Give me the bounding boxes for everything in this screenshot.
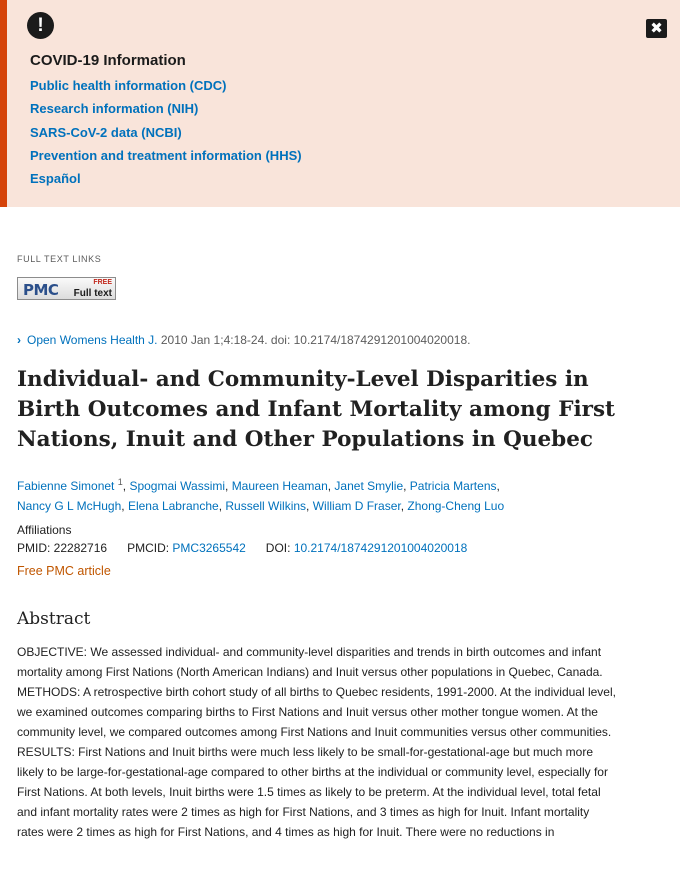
identifiers bbox=[17, 541, 467, 555]
author-link[interactable]: Fabienne Simonet bbox=[17, 479, 115, 493]
covid-banner bbox=[0, 0, 680, 207]
chevron-right-icon: › bbox=[17, 333, 21, 347]
author-link[interactable]: William D Fraser bbox=[312, 499, 401, 513]
abstract-heading: Abstract bbox=[17, 609, 91, 629]
pmc-free-tag: FREE bbox=[93, 279, 112, 286]
author-link[interactable]: Nancy G L McHugh bbox=[17, 499, 122, 513]
banner-title: COVID-19 Information bbox=[30, 52, 186, 69]
pmcid-link[interactable]: PMC3265542 bbox=[172, 541, 246, 555]
citation-line bbox=[17, 333, 470, 347]
link-ncbi[interactable]: SARS-CoV-2 data (NCBI) bbox=[30, 124, 182, 140]
link-cdc[interactable]: Public health information (CDC) bbox=[30, 78, 227, 93]
banner-links bbox=[30, 77, 302, 193]
doi-link[interactable]: 10.2174/1874291201004020018 bbox=[293, 541, 468, 555]
pmid-value: 22282716 bbox=[53, 541, 108, 555]
citation-details: 2010 Jan 1;4:18-24. doi: 10.2174/1874291201004020018. bbox=[157, 333, 471, 347]
affiliation-marker[interactable]: 1 bbox=[117, 477, 123, 487]
close-banner-button[interactable]: ✖ bbox=[646, 19, 667, 38]
free-pmc-article-badge: Free PMC article bbox=[17, 564, 111, 578]
banner-accent-bar bbox=[0, 0, 7, 207]
link-espanol[interactable]: Español bbox=[30, 171, 81, 187]
abstract-text: OBJECTIVE: We assessed individual- and community-level disparities and trends in birth outcomes and infant mortality among First Nations (North American Indians) and Inuit versus other populations in Quebec, Canada. METHODS: A retrospective birth cohort study of all births to Quebec residents, 1991-2000. At the individual level, we examined outcomes comparing births to First Nations and Inuit versus other mother tongue women. At the community level, we compared outcomes among First Nations and Inuit communities versus other communities. RESULTS: First Nations and Inuit births were much less likely to be small-for-gestational-age but much more likely to be large-for-gestational-age compared to other births at the individual or community level, especially for First Nations. At both levels, Inuit births were 1.5 times as likely to be preterm. At the individual level, total fetal and infant mortality rates were 2 times as high for First Nations, and 3 times as high for Inuit. Infant mortality rates were 2 times as high for First Nations, and 4 times as high for Inuit. There were no reductions in bbox=[17, 645, 616, 839]
pmcid-label: PMCID: bbox=[127, 541, 173, 555]
author-link[interactable]: Patricia Martens bbox=[409, 479, 497, 493]
link-hhs[interactable]: Prevention and treatment information (HHS) bbox=[30, 147, 302, 163]
article-title: Individual- and Community-Level Disparities in Birth Outcomes and Infant Mortality among First Nations, Inuit and Other Populations in Quebec bbox=[17, 367, 615, 452]
pmc-full-text-label: Full text bbox=[73, 288, 112, 299]
author-link[interactable]: Janet Smylie bbox=[334, 479, 404, 493]
alert-icon: ! bbox=[27, 12, 54, 39]
author-list: Fabienne Simonet $^1$, Spogmai Wassimi, Maureen Heaman, Janet Smylie, Patricia Martens, Nancy G L McHugh, Elena Labranche, Russell Wilkins, William D Fraser, Zhong-Cheng Luo bbox=[17, 477, 505, 513]
doi-label: DOI: bbox=[265, 541, 294, 555]
author-link[interactable]: Spogmai Wassimi bbox=[129, 479, 226, 493]
author-link[interactable]: Russell Wilkins bbox=[225, 499, 307, 513]
link-nih[interactable]: Research information (NIH) bbox=[30, 101, 199, 117]
affiliations-toggle[interactable]: Affiliations bbox=[17, 523, 72, 537]
pmc-logo: PMC bbox=[23, 281, 59, 299]
pmc-full-text-button[interactable] bbox=[17, 277, 116, 300]
author-link[interactable]: Zhong-Cheng Luo bbox=[407, 499, 505, 513]
journal-link[interactable]: Open Womens Health J. bbox=[27, 333, 158, 347]
author-link[interactable]: Elena Labranche bbox=[127, 499, 219, 513]
full-text-links-label: FULL TEXT LINKS bbox=[17, 254, 102, 264]
pmid-label: PMID: bbox=[17, 541, 54, 555]
author-link[interactable]: Maureen Heaman bbox=[231, 479, 328, 493]
